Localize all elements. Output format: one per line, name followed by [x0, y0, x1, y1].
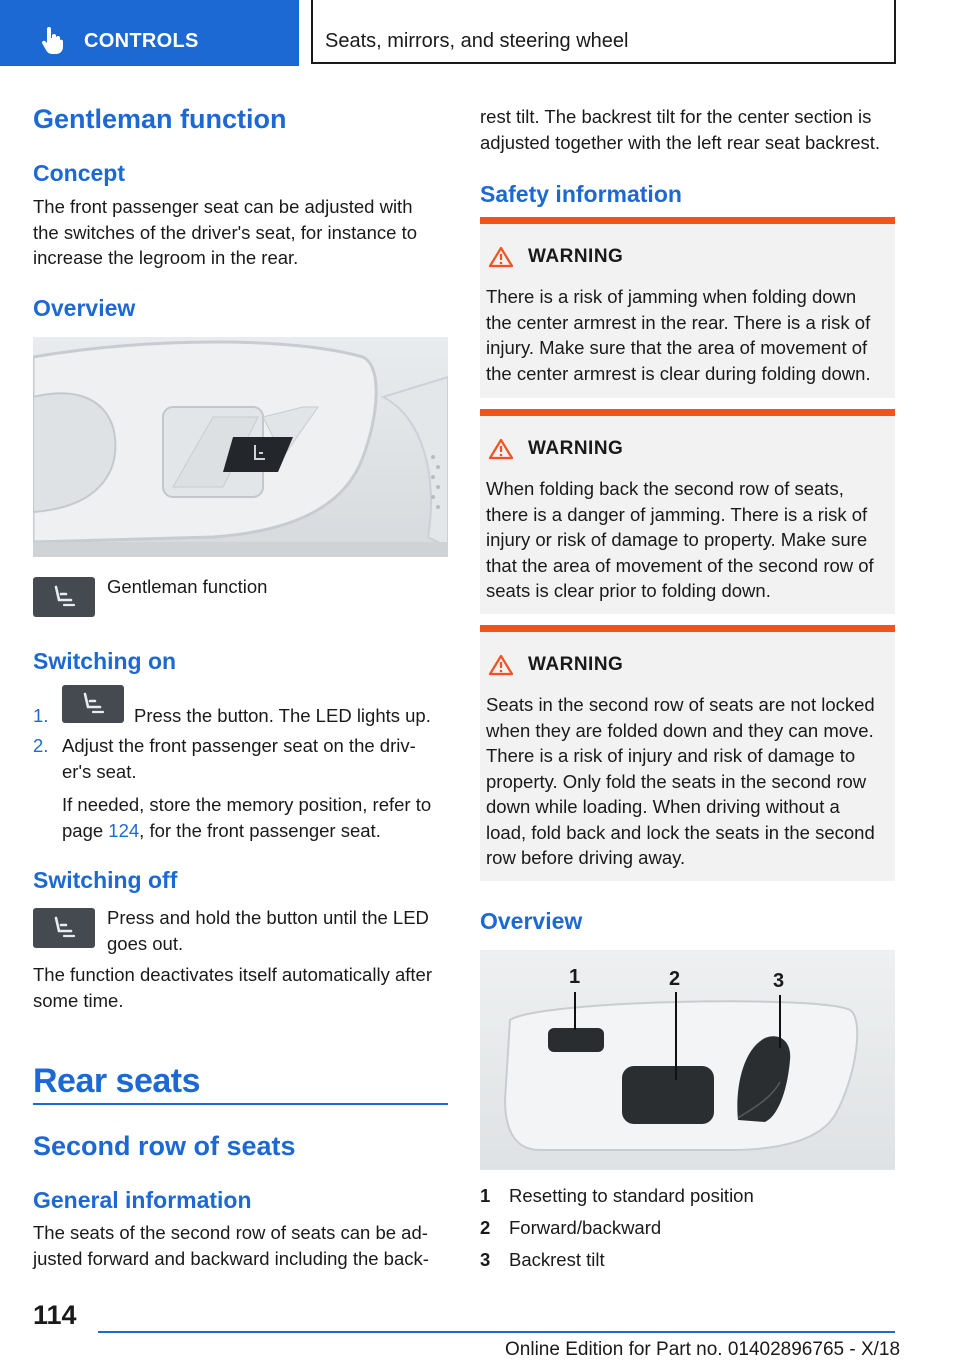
photo-label-1: 1: [569, 966, 581, 988]
step-2-text: Adjust the front passenger seat on the driv- er's seat. If needed, store the memory position, refer to page 124, for the front passenger seat.: [62, 735, 432, 841]
page-number: 114: [33, 1300, 77, 1330]
overview-heading-left: Overview: [33, 295, 136, 321]
warning-box-3: [480, 625, 895, 881]
list-item: 1 Resetting to standard position: [480, 1185, 754, 1206]
rear-seats-heading: Rear seats: [33, 1062, 201, 1100]
gentleman-seat-icon: [62, 685, 124, 723]
photo-label-3: 3: [773, 970, 785, 992]
warning-triangle-icon: [488, 438, 514, 460]
gentleman-icon-caption: Gentleman function: [107, 576, 268, 597]
gentleman-switch-photo: [33, 337, 448, 557]
general-info-heading: General information: [33, 1187, 252, 1213]
warning-text: Seats in the second row of seats are not locked when they are folded down and they can move. There is a risk of injury and risk of damage to property. Only fold the seats in the second row down while loading. When driving without a load, fold back and lock the seats in the second row before driving away.: [486, 694, 875, 868]
footer-edition: Online Edition for Part no. 01402896765 - X/18: [505, 1339, 901, 1360]
general-info-text: The seats of the second row of seats can be ad- justed forward and backward including the back-: [33, 1222, 429, 1269]
gentleman-function-heading: Gentleman function: [33, 104, 287, 134]
footer-rule: [98, 1331, 895, 1333]
gentleman-seat-icon: [33, 908, 95, 948]
seat-switch-photo: [480, 950, 895, 1170]
concept-heading: Concept: [33, 160, 125, 186]
warning-text: When folding back the second row of seats, there is a danger of jamming. There is a risk of injury or risk of damage to property. Make sure that the area of movement of the second row of seats is clear prior to folding down.: [486, 478, 874, 601]
legend-list: [480, 1183, 754, 1279]
gentleman-seat-icon: [33, 577, 95, 617]
switching-off-heading: Switching off: [33, 867, 178, 893]
step-1-number: 1.: [33, 705, 49, 726]
safety-info-heading: Safety information: [480, 181, 682, 207]
warning-title: WARNING: [528, 654, 624, 675]
warning-box-1: [480, 217, 895, 398]
general-info-text-cont: rest tilt. The backrest tilt for the center section is adjusted together with the left rear seat backrest.: [480, 106, 881, 153]
switching-on-heading: Switching on: [33, 648, 177, 674]
warning-triangle-icon: [488, 654, 514, 676]
list-item: 3 Backrest tilt: [480, 1249, 605, 1270]
rear-seats-rule: [33, 1103, 448, 1105]
switch-off-text: Press and hold the button until the LED goes out.: [107, 907, 429, 954]
header-section-label: CONTROLS: [84, 30, 199, 52]
deactivate-text: The function deactivates itself automatically after some time.: [33, 964, 432, 1011]
photo-label-2: 2: [669, 968, 681, 990]
warning-triangle-icon: [488, 246, 514, 268]
step-1-text: Press the button. The LED lights up.: [134, 705, 431, 726]
warning-title: WARNING: [528, 246, 624, 267]
warning-title: WARNING: [528, 438, 624, 459]
second-row-heading: Second row of seats: [33, 1131, 296, 1161]
hand-pointer-icon: [38, 26, 66, 54]
page-reference-link[interactable]: 124: [108, 819, 140, 841]
overview-heading-right: Overview: [480, 908, 583, 934]
warning-text: There is a risk of jamming when folding down the center armrest in the rear. There is a risk of injury. Make sure that the area of movement of the center armrest is clear during folding down.: [486, 286, 871, 384]
list-item: 2 Forward/backward: [480, 1217, 662, 1238]
step-2-number: 2.: [33, 735, 49, 756]
concept-text: The front passenger seat can be adjusted with the switches of the driver's seat, for instance to increase the legroom in the rear.: [33, 196, 417, 268]
header-chapter-title: Seats, mirrors, and steering wheel: [325, 30, 629, 52]
warning-box-2: [480, 409, 895, 614]
